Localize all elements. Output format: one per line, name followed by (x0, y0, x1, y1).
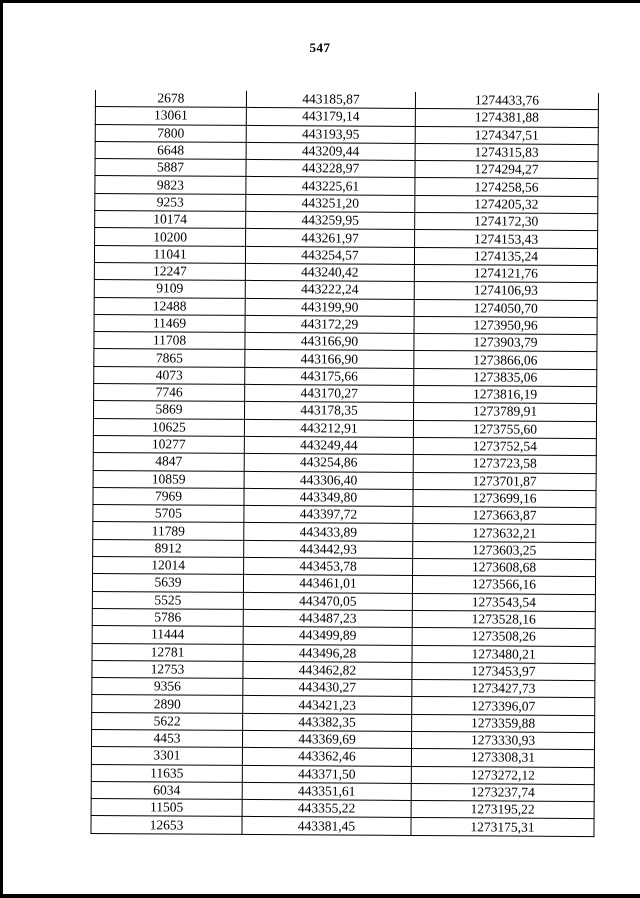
x-coordinate-cell: 443355,22 (242, 800, 411, 818)
y-coordinate-cell: 1274153,43 (415, 230, 598, 248)
x-coordinate-cell: 443240,42 (245, 263, 414, 281)
x-coordinate-cell: 443499,89 (243, 627, 412, 645)
x-coordinate-cell: 443453,78 (244, 557, 413, 575)
y-coordinate-cell: 1273195,22 (411, 801, 594, 819)
y-coordinate-cell: 1273603,25 (413, 541, 596, 559)
point-number-cell: 11505 (91, 799, 242, 817)
point-number-cell: 8912 (93, 539, 244, 557)
x-coordinate-cell: 443382,35 (243, 713, 412, 731)
y-coordinate-cell: 1273789,91 (413, 403, 596, 421)
y-coordinate-cell: 1273566,16 (412, 576, 595, 594)
y-coordinate-cell: 1274294,27 (415, 161, 598, 179)
x-coordinate-cell: 443397,72 (244, 506, 413, 524)
point-number-cell: 7746 (94, 384, 245, 402)
x-coordinate-cell: 443179,14 (246, 108, 415, 126)
x-coordinate-cell: 443175,66 (245, 367, 414, 385)
point-number-cell: 5786 (92, 608, 243, 626)
point-number-cell: 9253 (95, 193, 246, 211)
y-coordinate-cell: 1273701,87 (413, 472, 596, 490)
point-number-cell: 12488 (94, 297, 245, 315)
point-number-cell: 5622 (92, 712, 243, 730)
point-number-cell: 11635 (91, 764, 242, 782)
point-number-cell: 11444 (92, 626, 243, 644)
x-coordinate-cell: 443249,44 (244, 436, 413, 454)
y-coordinate-cell: 1273816,19 (414, 385, 597, 403)
x-coordinate-cell: 443442,93 (244, 540, 413, 558)
x-coordinate-cell: 443166,90 (245, 350, 414, 368)
point-number-cell: 9823 (95, 176, 246, 194)
point-number-cell: 12014 (93, 557, 244, 575)
y-coordinate-cell: 1273175,31 (411, 818, 594, 836)
x-coordinate-cell: 443222,24 (245, 281, 414, 299)
x-coordinate-cell: 443254,57 (245, 246, 414, 264)
y-coordinate-cell: 1274135,24 (414, 247, 597, 265)
point-number-cell: 6034 (91, 781, 242, 799)
x-coordinate-cell: 443496,28 (243, 644, 412, 662)
y-coordinate-cell: 1274347,51 (415, 126, 598, 144)
point-number-cell: 5705 (93, 505, 244, 523)
point-number-cell: 10859 (93, 470, 244, 488)
x-coordinate-cell: 443254,86 (244, 454, 413, 472)
y-coordinate-cell: 1274172,30 (415, 213, 598, 231)
y-coordinate-cell: 1273237,74 (411, 783, 594, 801)
point-number-cell: 5887 (95, 159, 246, 177)
y-coordinate-cell: 1274433,76 (415, 92, 598, 110)
point-number-cell: 7969 (93, 487, 244, 505)
point-number-cell: 4847 (93, 453, 244, 471)
y-coordinate-cell: 1273453,97 (412, 662, 595, 680)
point-number-cell: 9109 (94, 280, 245, 298)
x-coordinate-cell: 443470,05 (243, 592, 412, 610)
y-coordinate-cell: 1273663,87 (413, 507, 596, 525)
x-coordinate-cell: 443172,29 (245, 315, 414, 333)
y-coordinate-cell: 1273330,93 (411, 731, 594, 749)
x-coordinate-cell: 443362,46 (242, 748, 411, 766)
y-coordinate-cell: 1273528,16 (412, 610, 595, 628)
y-coordinate-cell: 1273396,07 (412, 697, 595, 715)
coordinates-table-wrapper (90, 90, 595, 837)
point-number-cell: 9356 (92, 678, 243, 696)
point-number-cell: 4453 (91, 729, 242, 747)
y-coordinate-cell: 1274205,32 (415, 195, 598, 213)
y-coordinate-cell: 1273699,16 (413, 489, 596, 507)
x-coordinate-cell: 443421,23 (243, 696, 412, 714)
point-number-cell: 2678 (95, 90, 246, 108)
x-coordinate-cell: 443225,61 (246, 177, 415, 195)
point-number-cell: 10174 (95, 211, 246, 229)
x-coordinate-cell: 443369,69 (242, 730, 411, 748)
point-number-cell: 6648 (95, 141, 246, 159)
y-coordinate-cell: 1273903,79 (414, 334, 597, 352)
y-coordinate-cell: 1273272,12 (411, 766, 594, 784)
x-coordinate-cell: 443209,44 (246, 142, 415, 160)
y-coordinate-cell: 1273632,21 (413, 524, 596, 542)
x-coordinate-cell: 443462,82 (243, 661, 412, 679)
x-coordinate-cell: 443351,61 (242, 782, 411, 800)
point-number-cell: 10277 (93, 435, 244, 453)
y-coordinate-cell: 1273543,54 (412, 593, 595, 611)
y-coordinate-cell: 1273508,26 (412, 628, 595, 646)
y-coordinate-cell: 1273308,31 (411, 749, 594, 767)
point-number-cell: 11469 (94, 314, 245, 332)
page-number: 547 (309, 40, 331, 55)
point-number-cell: 10200 (95, 228, 246, 246)
x-coordinate-cell: 443185,87 (246, 91, 415, 109)
point-number-cell: 4073 (94, 366, 245, 384)
y-coordinate-cell: 1273950,96 (414, 316, 597, 334)
y-coordinate-cell: 1273723,58 (413, 455, 596, 473)
y-coordinate-cell: 1273752,54 (413, 437, 596, 455)
y-coordinate-cell: 1274106,93 (414, 282, 597, 300)
point-number-cell: 13061 (95, 107, 246, 125)
x-coordinate-cell: 443251,20 (246, 194, 415, 212)
point-number-cell: 5869 (93, 401, 244, 419)
point-number-cell: 12653 (91, 816, 242, 834)
y-coordinate-cell: 1273608,68 (413, 558, 596, 576)
table-body (91, 90, 599, 836)
x-coordinate-cell: 443199,90 (245, 298, 414, 316)
y-coordinate-cell: 1273359,88 (412, 714, 595, 732)
coordinates-table (90, 90, 599, 837)
x-coordinate-cell: 443170,27 (245, 384, 414, 402)
y-coordinate-cell: 1273755,60 (413, 420, 596, 438)
point-number-cell: 2890 (92, 695, 243, 713)
y-coordinate-cell: 1274381,88 (415, 109, 598, 127)
point-number-cell: 10625 (93, 418, 244, 436)
point-number-cell: 5639 (92, 574, 243, 592)
y-coordinate-cell: 1274315,83 (415, 143, 598, 161)
point-number-cell: 11708 (94, 332, 245, 350)
point-number-cell: 12247 (94, 262, 245, 280)
y-coordinate-cell: 1273866,06 (414, 351, 597, 369)
y-coordinate-cell: 1274258,56 (415, 178, 598, 196)
y-coordinate-cell: 1273427,73 (412, 680, 595, 698)
x-coordinate-cell: 443259,95 (246, 212, 415, 230)
x-coordinate-cell: 443487,23 (243, 609, 412, 627)
x-coordinate-cell: 443371,50 (242, 765, 411, 783)
point-number-cell: 12753 (92, 660, 243, 678)
y-coordinate-cell: 1273835,06 (414, 368, 597, 386)
point-number-cell: 3301 (91, 747, 242, 765)
y-coordinate-cell: 1274121,76 (414, 264, 597, 282)
x-coordinate-cell: 443306,40 (244, 471, 413, 489)
point-number-cell: 5525 (92, 591, 243, 609)
x-coordinate-cell: 443228,97 (246, 160, 415, 178)
x-coordinate-cell: 443261,97 (246, 229, 415, 247)
y-coordinate-cell: 1273480,21 (412, 645, 595, 663)
x-coordinate-cell: 443193,95 (246, 125, 415, 143)
table-row (91, 816, 594, 836)
x-coordinate-cell: 443349,80 (244, 488, 413, 506)
point-number-cell: 11041 (94, 245, 245, 263)
point-number-cell: 11789 (93, 522, 244, 540)
point-number-cell: 7865 (94, 349, 245, 367)
x-coordinate-cell: 443166,90 (245, 333, 414, 351)
y-coordinate-cell: 1274050,70 (414, 299, 597, 317)
x-coordinate-cell: 443381,45 (242, 817, 411, 835)
x-coordinate-cell: 443430,27 (243, 679, 412, 697)
point-number-cell: 12781 (92, 643, 243, 661)
point-number-cell: 7800 (95, 124, 246, 142)
x-coordinate-cell: 443461,01 (243, 575, 412, 593)
x-coordinate-cell: 443178,35 (244, 402, 413, 420)
x-coordinate-cell: 443212,91 (244, 419, 413, 437)
x-coordinate-cell: 443433,89 (244, 523, 413, 541)
